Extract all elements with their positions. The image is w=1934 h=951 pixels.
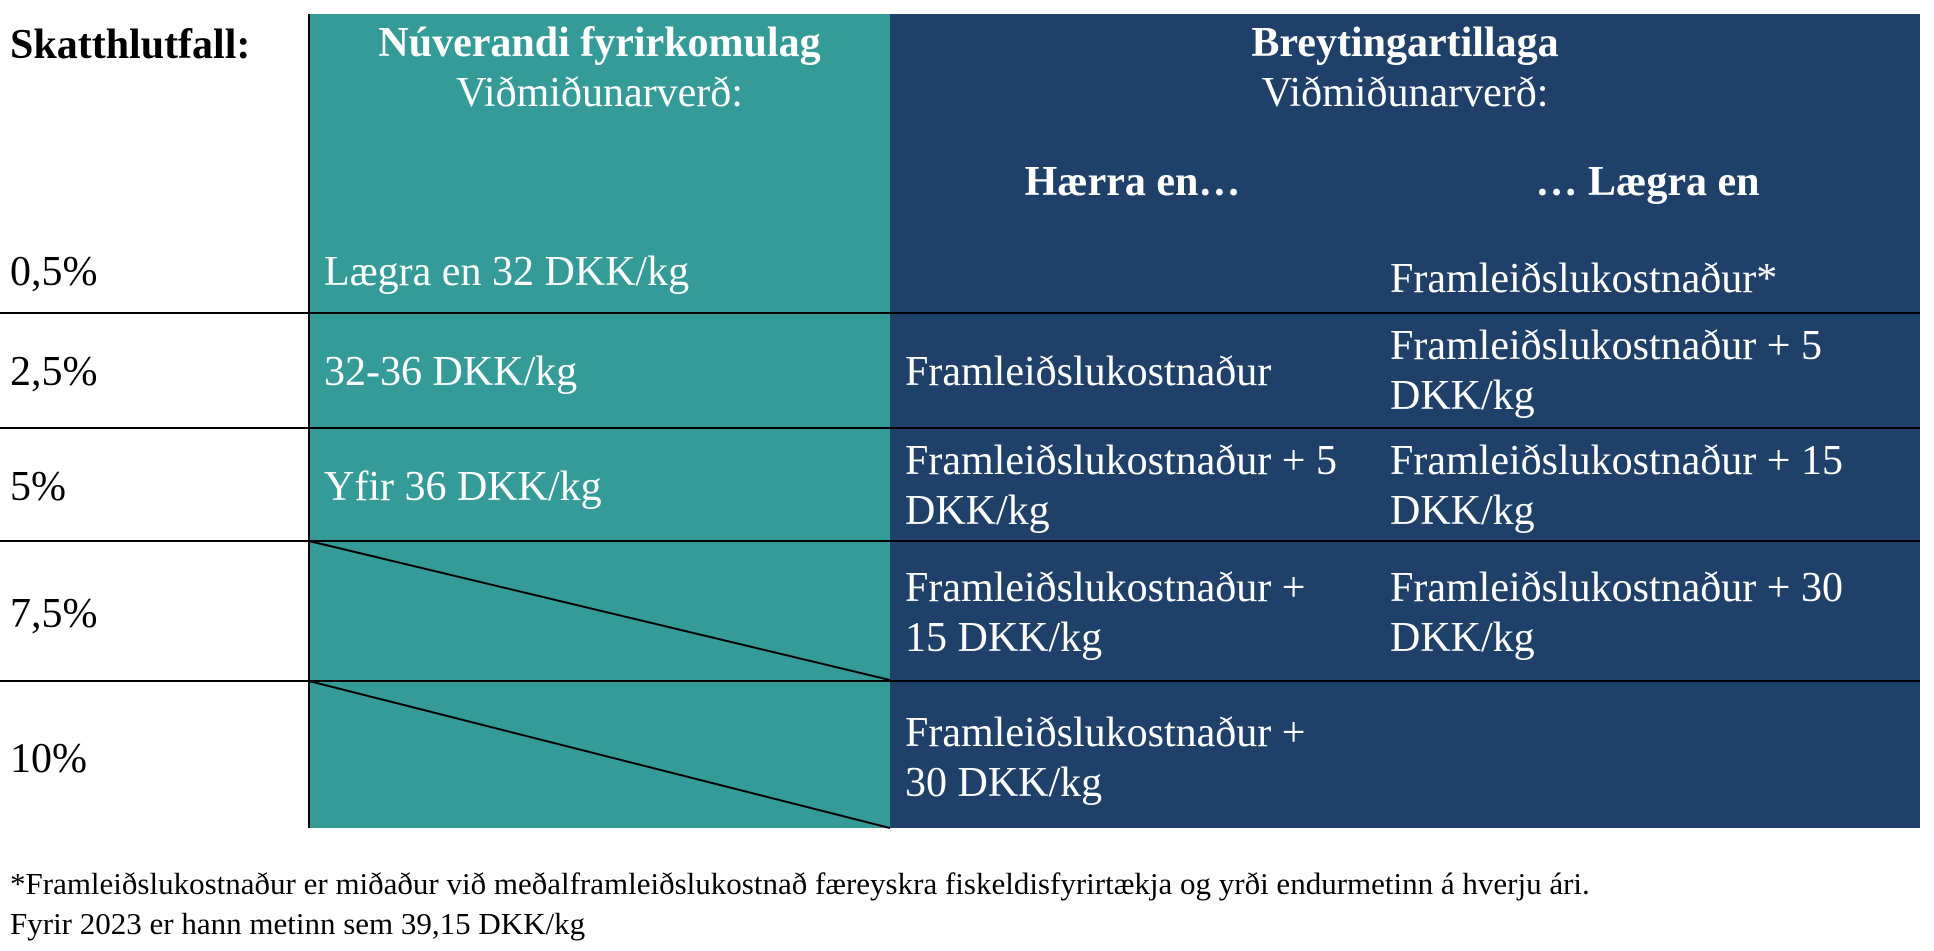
current-system-subtitle: Viðmiðunarverð:: [456, 70, 743, 116]
diagonal-strike: [309, 681, 890, 828]
cell-line: Framleiðslukostnaður + 5: [1390, 323, 1822, 369]
diagonal-strike: [309, 541, 890, 680]
cell-line: 15 DKK/kg: [905, 615, 1103, 661]
cell-line: Framleiðslukostnaður +: [905, 710, 1306, 756]
footnote: [10, 864, 1920, 944]
rate-cell: 0,5%: [10, 249, 98, 295]
cell-line: DKK/kg: [1390, 373, 1535, 419]
rate-cell: 2,5%: [10, 349, 98, 395]
cell-line: Framleiðslukostnaður + 15: [1390, 438, 1843, 484]
current-threshold-cell: Yfir 36 DKK/kg: [324, 464, 602, 510]
rate-cell: 7,5%: [10, 591, 98, 637]
rate-cell: 5%: [10, 464, 66, 510]
footnote-line: *Framleiðslukostnaður er miðaður við meðalframleiðslukostnað færeyskra fiskeldisfyrirtækja og yrði endurmetinn á hverju ári.: [10, 866, 1590, 901]
column-header-lower: … Lægra en: [1535, 159, 1760, 205]
cell-line: Framleiðslukostnaður +: [905, 565, 1306, 611]
current-system-title: Núverandi fyrirkomulag: [378, 20, 821, 66]
tax-rate-header: Skatthlutfall:: [10, 22, 251, 68]
cell-line: DKK/kg: [905, 488, 1050, 534]
higher-threshold-cell: Framleiðslukostnaður: [905, 349, 1272, 395]
cell-line: DKK/kg: [1390, 488, 1535, 534]
cell-line: Framleiðslukostnaður + 5: [905, 438, 1337, 484]
rate-cell: 10%: [10, 736, 87, 782]
lower-threshold-cell: Framleiðslukostnaður*: [1390, 256, 1778, 302]
cell-line: 30 DKK/kg: [905, 760, 1103, 806]
column-header-higher: Hærra en…: [1024, 159, 1241, 205]
proposal-subtitle: Viðmiðunarverð:: [1261, 70, 1549, 116]
current-threshold-cell: Lægra en 32 DKK/kg: [324, 249, 690, 295]
current-threshold-cell: 32-36 DKK/kg: [324, 349, 578, 395]
proposal-title: Breytingartillaga: [1251, 20, 1559, 66]
cell-line: DKK/kg: [1390, 615, 1535, 661]
footnote-line: Fyrir 2023 er hann metinn sem 39,15 DKK/kg: [10, 906, 586, 941]
cell-line: Framleiðslukostnaður + 30: [1390, 565, 1843, 611]
